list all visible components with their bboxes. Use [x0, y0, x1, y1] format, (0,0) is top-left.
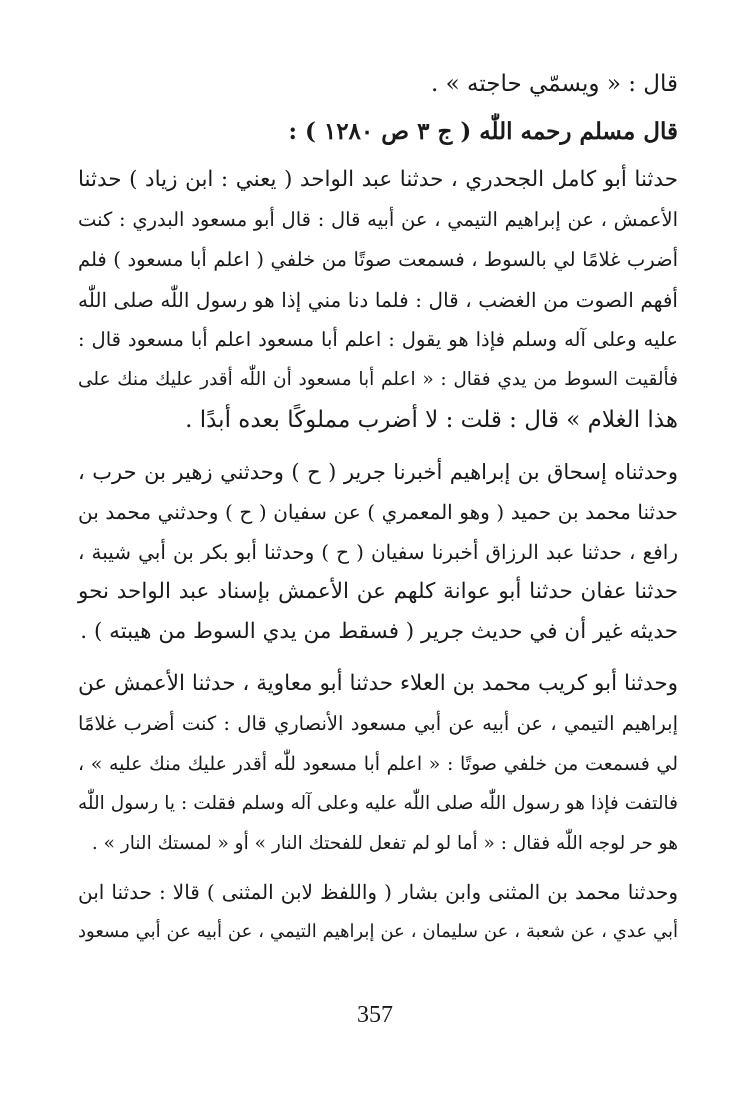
text-line: وحدثنا محمد بن المثنى وابن بشار ( واللفظ لابن المثنى ) قالا : حدثنا ابن	[78, 880, 678, 904]
text-line: الأعمش ، عن إبراهيم التيمي ، عن أبيه قال : قال أبو مسعود البدري : كنت	[78, 208, 678, 231]
text-line: قال : « ويسمّي حاجته » .	[431, 71, 678, 97]
text-line: إبراهيم التيمي ، عن أبيه عن أبي مسعود الأنصاري قال : كنت أضرب غلامًا	[78, 712, 678, 735]
text-line: وحدثناه إسحاق بن إبراهيم أخبرنا جرير ( ح ) وحدثني زهير بن حرب ،	[78, 460, 678, 484]
text-line: فألقيت السوط من يدي فقال : « اعلم أبا مسعود أن اللّٰه أقدر عليك منك على	[78, 369, 678, 390]
text-line: لي فسمعت من خلفي صوتًا : « اعلم أبا مسعود للّٰه أقدر عليك منك عليه » ،	[78, 753, 678, 775]
text-line: أبي عدي ، عن شعبة ، عن سليمان ، عن إبراهيم التيمي ، عن أبيه عن أبي مسعود	[78, 921, 678, 942]
text-line: قال مسلم رحمه اللّٰه ( ج ٣ ص ١٢٨٠ ) :	[288, 118, 678, 145]
text-line: رافع ، حدثنا عبد الرزاق أخبرنا سفيان ( ح ) وحدثنا أبو بكر بن أبي شيبة ،	[78, 540, 678, 564]
page-number: 357	[357, 1002, 393, 1028]
text-line: حديثه غير أن في حديث جرير ( فسقط من يدي السوط من هيبته ) .	[80, 619, 678, 644]
text-line: فالتفت فإذا هو رسول اللّٰه صلى اللّٰه عليه وعلى آله وسلم فقلت : يا رسول اللّٰه	[78, 793, 678, 814]
text-line: وحدثنا أبو كريب محمد بن العلاء حدثنا أبو معاوية ، حدثنا الأعمش عن	[78, 671, 678, 696]
text-line: حدثنا أبو كامل الجحدري ، حدثنا عبد الواحد ( يعني : ابن زياد ) حدثنا	[78, 167, 678, 192]
text-line: حدثنا محمد بن حميد ( وهو المعمري ) عن سفيان ( ح ) وحدثني محمد بن	[78, 500, 678, 524]
text-line: حدثنا عفان حدثنا أبو عوانة كلهم عن الأعمش بإسناد عبد الواحد نحو	[78, 579, 678, 604]
text-line: أضرب غلامًا لي بالسوط ، فسمعت صوتًا من خلفي ( اعلم أبا مسعود ) فلم	[78, 248, 678, 271]
text-line: أفهم الصوت من الغضب ، قال : فلما دنا مني إذا هو رسول اللّٰه صلى اللّٰه	[78, 288, 678, 312]
text-line: هذا الغلام » قال : قلت : لا أضرب مملوكًا بعده أبدًا .	[185, 407, 678, 433]
text-line: هو حر لوجه اللّٰه فقال : « أما لو لم تفعل للفحتك النار » أو « لمستك النار » .	[91, 833, 678, 854]
text-line: عليه وعلى آله وسلم فإذا هو يقول : اعلم أبا مسعود اعلم أبا مسعود قال :	[78, 328, 678, 351]
